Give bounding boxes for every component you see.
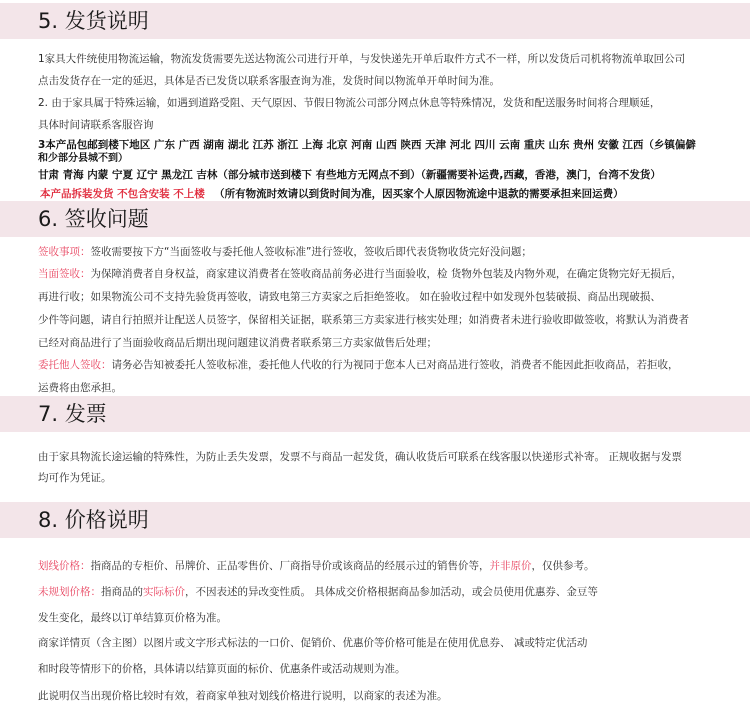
s5-line-3: 2. 由于家具属于特殊运输，如遇到道路受阻、天气原因、节假日物流公司部分网点休息等特殊情况，发货和配送服务时间将合理顺延， [38, 97, 661, 109]
s5-notice-black: （所有物流时效请以到货时间为准，因买家个人原因物流途中退款的需要承担来回运费） [214, 188, 624, 200]
s8-p3-line-1: 商家详情页（含主图）以图片或文字形式标法的一口价、促销价、优惠价等价格可能是在使用优息券、 减或特定优活动 [38, 637, 588, 649]
section-5-header [0, 3, 750, 39]
s8-p1-label: 划线价格： [38, 560, 91, 572]
s8-p1 [38, 559, 595, 573]
s8-p1-tail: ，仅供参考。 [531, 560, 595, 572]
s8-p2 [38, 585, 598, 599]
s5-notice-red: 本产品拆装发货 不包含安装 不上楼 [40, 188, 205, 200]
s6-label-in-person: 当面签收： [38, 268, 91, 280]
s6-item-sign-notes [38, 245, 532, 259]
section-8-title: 8. 价格说明 [38, 508, 149, 532]
s6-label-sign-notes: 签收事项： [38, 246, 91, 258]
s6-text-in-person-4: 已经对商品进行了当面验收商品后期出现问题建议消费者联系第三方卖家做售后处理； [38, 337, 437, 349]
s8-p2-red: 实际标价 [143, 586, 185, 598]
section-7-title: 7. 发票 [38, 402, 107, 426]
s5-notice [40, 187, 624, 201]
s7-line-2: 均可作为凭证。 [38, 472, 112, 484]
s8-p2-text: 指商品的 [101, 586, 143, 598]
s7-line-1: 由于家具物流长途运输的特殊性，为防止丢失发票，发票不与商品一起发货，确认收货后可联系在线客服以快递形式补寄。 正规收据与发票 [38, 451, 682, 463]
s6-label-proxy: 委托他人签收： [38, 359, 112, 371]
section-6-title: 6. 签收问题 [38, 207, 149, 231]
s5-line-2: 点击发货存在一定的延迟，具体是否已发货以联系客服查询为准，发货时间以物流单开单时间为准。 [38, 75, 500, 87]
s6-text-in-person-1: 为保障消费者自身权益，商家建议消费者在签收商品前务必进行当面验收，检 货物外包装及内物外观，在确定货物完好无损后， [90, 268, 682, 280]
s6-text-in-person-2: 再进行收；如果物流公司不支持先验货再签收，请致电第三方卖家之后拒绝签收。 如在验收过程中如发现外包装破损、商品出现破损、 [38, 291, 661, 303]
s8-p2-tail: ，不因表述的异改变性质。 具体成交价格根据商品参加活动，或会员使用优惠券、金豆等 [185, 586, 598, 598]
section-5-title: 5. 发货说明 [38, 9, 149, 33]
s8-p1-red: 并非原价 [489, 560, 532, 572]
s8-p2-line-2: 发生变化，最终以订单结算页价格为准。 [38, 612, 227, 624]
s8-p1-text: 指商品的专柜价、吊牌价、正品零售价、厂商指导价或该商品的经展示过的销售价等， [90, 560, 490, 572]
s5-region-line-2: 和少部分县城不到） [38, 153, 128, 164]
s6-text-proxy-1: 请务必告知被委托人签收标准，委托他人代收的行为视同于您本人已对商品进行签收，消费者不能因此拒收商品，若拒收， [111, 359, 679, 371]
s8-p2-label: 未规划价格： [38, 586, 101, 598]
s8-p3-line-2: 和时段等情形下的价格，具体请以结算页面的标价、优惠条件或活动规则为准。 [38, 663, 406, 675]
section-8-header [0, 502, 750, 538]
s8-p4: 此说明仅当出现价格比较时有效，着商家单独对划线价格进行说明，以商家的表述为准。 [38, 690, 448, 702]
s6-text-proxy-2: 运费将由您承担。 [38, 382, 122, 394]
s5-line-4: 具体时间请联系客服咨询 [38, 119, 154, 131]
s5-region-line-3: 甘肃 青海 内蒙 宁夏 辽宁 黑龙江 吉林（部分城市送到楼下 有些地方无网点不到）（新疆需要补运费,西藏，香港，澳门，台湾不发货） [38, 169, 661, 181]
s6-text-in-person-3: 少件等问题，请自行拍照并让配送人员签字，保留相关证据，联系第三方卖家进行核实处理；如消费者未进行验收即做签收，将默认为消费者 [38, 314, 689, 326]
s6-text-sign-notes: 签收需要按下方“当面签收与委托他人签收标准”进行签收，签收后即代表货物收货完好没问题； [90, 246, 532, 258]
s5-region-line-1: 3本产品包邮到楼下地区 广东 广西 湖南 湖北 江苏 浙江 上海 北京 河南 山西 陕西 天津 河北 四川 云南 重庆 山东 贵州 安徽 江西（乡镇偏僻 [38, 139, 696, 151]
s5-line-1: 1家具大件统使用物流运输，物流发货需要先送达物流公司进行开单，与发快递先开单后取件方式不一样，所以发货后司机将物流单取回公司 [38, 53, 686, 65]
s6-item-in-person [38, 267, 682, 281]
section-6-header [0, 201, 750, 237]
section-7-header [0, 396, 750, 432]
s6-item-proxy [38, 358, 679, 372]
